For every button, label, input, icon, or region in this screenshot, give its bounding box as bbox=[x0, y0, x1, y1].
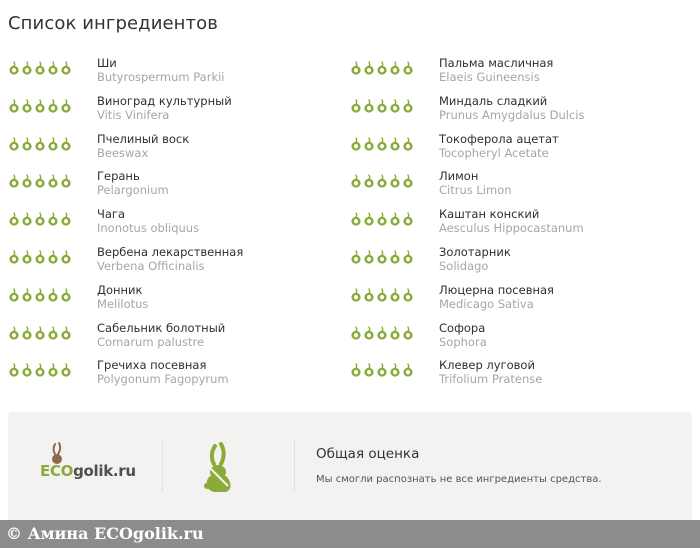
leaf-icon bbox=[402, 137, 414, 151]
ingredient-name[interactable]: Чага bbox=[97, 207, 126, 222]
ingredient-latin-name: Citrus Limon bbox=[439, 183, 512, 198]
ingredient-row[interactable] bbox=[350, 207, 680, 245]
ingredient-latin-name: Sophora bbox=[439, 334, 487, 349]
leaf-icon bbox=[60, 326, 72, 340]
leaf-icon bbox=[389, 174, 401, 188]
ingredient-rating bbox=[8, 212, 72, 226]
leaf-icon bbox=[47, 250, 59, 264]
ingredient-latin-name: Trifolium Pratense bbox=[439, 372, 543, 387]
leaf-icon bbox=[376, 326, 388, 340]
leaf-icon bbox=[34, 99, 46, 113]
ingredient-rating bbox=[8, 137, 72, 151]
ingredients-column-left bbox=[8, 56, 338, 396]
leaf-icon bbox=[350, 212, 362, 226]
leaf-icon bbox=[350, 363, 362, 377]
page-title: Список ингредиентов bbox=[8, 13, 218, 34]
leaf-icon bbox=[402, 174, 414, 188]
leaf-icon bbox=[34, 363, 46, 377]
leaf-icon bbox=[363, 288, 375, 302]
leaf-icon bbox=[60, 61, 72, 75]
ingredient-latin-name: Pelargonium bbox=[97, 183, 169, 198]
leaf-icon bbox=[8, 174, 20, 188]
leaf-icon bbox=[60, 137, 72, 151]
leaf-icon bbox=[402, 250, 414, 264]
ingredient-latin-name: Medicago Sativa bbox=[439, 296, 534, 311]
leaf-icon bbox=[376, 137, 388, 151]
panel-divider bbox=[162, 440, 163, 492]
leaf-icon bbox=[21, 212, 33, 226]
leaf-icon bbox=[21, 288, 33, 302]
ingredient-row[interactable] bbox=[350, 169, 680, 207]
leaf-icon bbox=[21, 250, 33, 264]
leaf-icon bbox=[376, 174, 388, 188]
leaf-icon bbox=[389, 326, 401, 340]
ingredient-rating bbox=[350, 363, 414, 377]
leaf-icon bbox=[389, 250, 401, 264]
leaf-icon bbox=[363, 99, 375, 113]
ingredient-row[interactable] bbox=[350, 132, 680, 170]
leaf-icon bbox=[8, 61, 20, 75]
ingredient-rating bbox=[350, 99, 414, 113]
ingredient-latin-name: Butyrospermum Parkii bbox=[97, 70, 225, 84]
leaf-icon bbox=[34, 212, 46, 226]
ingredient-name[interactable]: Лимон bbox=[439, 169, 479, 184]
ingredient-name[interactable]: Донник bbox=[97, 282, 143, 297]
ingredients-column-right bbox=[350, 56, 680, 396]
leaf-icon bbox=[34, 174, 46, 188]
leaf-icon bbox=[8, 288, 20, 302]
leaf-icon bbox=[8, 212, 20, 226]
leaf-icon bbox=[389, 363, 401, 377]
ingredient-row[interactable] bbox=[8, 94, 338, 132]
ingredient-name[interactable]: Люцерна посевная bbox=[439, 282, 554, 297]
leaf-icon bbox=[21, 137, 33, 151]
ingredient-row[interactable] bbox=[8, 245, 338, 283]
ingredient-row[interactable] bbox=[350, 94, 680, 132]
leaf-icon bbox=[363, 212, 375, 226]
leaf-icon bbox=[21, 99, 33, 113]
leaf-icon bbox=[47, 137, 59, 151]
leaf-icon bbox=[389, 99, 401, 113]
leaf-icon bbox=[402, 212, 414, 226]
ingredient-name[interactable]: Ши bbox=[97, 56, 117, 70]
leaf-icon bbox=[350, 99, 362, 113]
bunny-icon bbox=[198, 442, 238, 494]
ingredient-rating bbox=[8, 326, 72, 340]
leaf-icon bbox=[60, 212, 72, 226]
ingredient-name[interactable]: Токоферола ацетат bbox=[439, 131, 559, 146]
ingredient-row[interactable] bbox=[8, 56, 338, 94]
leaf-icon bbox=[376, 61, 388, 75]
overall-rating-panel bbox=[8, 412, 692, 522]
leaf-icon bbox=[402, 363, 414, 377]
leaf-icon bbox=[376, 288, 388, 302]
ingredient-name[interactable]: Виноград культурный bbox=[97, 93, 232, 108]
ingredient-latin-name: Comarum palustre bbox=[97, 334, 205, 349]
leaf-icon bbox=[47, 212, 59, 226]
ingredient-name[interactable]: Миндаль сладкий bbox=[439, 93, 548, 108]
leaf-icon bbox=[60, 174, 72, 188]
leaf-icon bbox=[21, 61, 33, 75]
logo-text: ECOgolik.ru bbox=[40, 462, 136, 480]
ingredient-name[interactable]: Клевер луговой bbox=[439, 358, 535, 373]
ingredient-row[interactable] bbox=[350, 245, 680, 283]
ingredient-latin-name: Aesculus Hippocastanum bbox=[439, 221, 584, 236]
overall-rating-description: Мы смогли распознать не все ингредиенты средства. bbox=[316, 474, 602, 485]
leaf-icon bbox=[402, 61, 414, 75]
ingredient-row[interactable] bbox=[350, 358, 680, 396]
leaf-icon bbox=[47, 61, 59, 75]
leaf-icon bbox=[350, 326, 362, 340]
leaf-icon bbox=[47, 363, 59, 377]
ingredient-rating bbox=[350, 326, 414, 340]
ingredient-latin-name: Verbena Officinalis bbox=[97, 258, 205, 273]
leaf-icon bbox=[47, 174, 59, 188]
leaf-icon bbox=[34, 326, 46, 340]
leaf-icon bbox=[47, 326, 59, 340]
leaf-icon bbox=[402, 99, 414, 113]
ingredient-rating bbox=[8, 174, 72, 188]
leaf-icon bbox=[34, 288, 46, 302]
leaf-icon bbox=[350, 288, 362, 302]
leaf-icon bbox=[60, 363, 72, 377]
leaf-icon bbox=[376, 212, 388, 226]
ingredient-latin-name: Prunus Amygdalus Dulcis bbox=[439, 107, 585, 122]
ingredient-row[interactable] bbox=[8, 169, 338, 207]
ingredient-rating bbox=[350, 288, 414, 302]
ingredient-rating bbox=[8, 61, 72, 75]
leaf-icon bbox=[34, 250, 46, 264]
leaf-icon bbox=[389, 288, 401, 302]
panel-divider bbox=[294, 440, 295, 492]
ingredient-rating bbox=[8, 363, 72, 377]
ingredient-name[interactable]: Вербена лекарственная bbox=[97, 244, 244, 259]
leaf-icon bbox=[34, 61, 46, 75]
leaf-icon bbox=[60, 288, 72, 302]
ingredient-row[interactable] bbox=[350, 321, 680, 359]
leaf-icon bbox=[402, 288, 414, 302]
ingredient-row[interactable] bbox=[8, 283, 338, 321]
ingredient-name[interactable]: Софора bbox=[439, 320, 486, 335]
ingredient-name[interactable]: Сабельник болотный bbox=[97, 320, 226, 335]
leaf-icon bbox=[363, 174, 375, 188]
leaf-icon bbox=[376, 99, 388, 113]
ingredient-rating bbox=[8, 99, 72, 113]
leaf-icon bbox=[60, 250, 72, 264]
ingredient-rating bbox=[350, 212, 414, 226]
leaf-icon bbox=[376, 363, 388, 377]
leaf-icon bbox=[376, 250, 388, 264]
leaf-icon bbox=[363, 363, 375, 377]
leaf-icon bbox=[8, 363, 20, 377]
ingredient-name[interactable]: Каштан конский bbox=[439, 207, 540, 222]
ingredient-latin-name: Solidago bbox=[439, 258, 489, 273]
leaf-icon bbox=[363, 250, 375, 264]
leaf-icon bbox=[21, 363, 33, 377]
leaf-icon bbox=[8, 326, 20, 340]
leaf-icon bbox=[402, 326, 414, 340]
leaf-icon bbox=[363, 326, 375, 340]
leaf-icon bbox=[363, 61, 375, 75]
ecogolik-logo[interactable] bbox=[40, 450, 140, 490]
ingredient-rating bbox=[350, 61, 414, 75]
ingredient-name[interactable]: Гречиха посевная bbox=[97, 358, 207, 373]
ingredient-name[interactable]: Золотарник bbox=[439, 244, 511, 259]
leaf-icon bbox=[21, 174, 33, 188]
ingredient-latin-name: Polygonum Fagopyrum bbox=[97, 372, 229, 387]
leaf-icon bbox=[363, 137, 375, 151]
watermark-text: © Амина ECOgolik.ru bbox=[6, 524, 204, 543]
ingredient-row[interactable] bbox=[350, 283, 680, 321]
leaf-icon bbox=[350, 137, 362, 151]
ingredient-latin-name: Tocopheryl Acetate bbox=[439, 145, 549, 160]
leaf-icon bbox=[350, 250, 362, 264]
leaf-icon bbox=[47, 99, 59, 113]
ingredient-rating bbox=[350, 250, 414, 264]
ingredient-rating bbox=[8, 288, 72, 302]
leaf-icon bbox=[47, 288, 59, 302]
leaf-icon bbox=[389, 61, 401, 75]
leaf-icon bbox=[34, 137, 46, 151]
ingredient-row[interactable] bbox=[8, 207, 338, 245]
leaf-icon bbox=[21, 326, 33, 340]
ingredient-row[interactable] bbox=[350, 56, 680, 94]
ingredient-row[interactable] bbox=[8, 358, 338, 396]
leaf-icon bbox=[350, 61, 362, 75]
leaf-icon bbox=[60, 99, 72, 113]
ingredient-rating bbox=[8, 250, 72, 264]
leaf-icon bbox=[8, 137, 20, 151]
ingredient-name[interactable]: Пальма масличная bbox=[439, 56, 554, 70]
leaf-icon bbox=[8, 250, 20, 264]
ingredient-latin-name: Melilotus bbox=[97, 296, 149, 311]
leaf-icon bbox=[389, 212, 401, 226]
ingredient-latin-name: Beeswax bbox=[97, 145, 149, 160]
ingredient-latin-name: Inonotus obliquus bbox=[97, 221, 200, 236]
ingredient-name[interactable]: Пчелиный воск bbox=[97, 131, 190, 146]
overall-rating-title: Общая оценка bbox=[316, 446, 420, 462]
leaf-icon bbox=[350, 174, 362, 188]
ingredient-name[interactable]: Герань bbox=[97, 169, 140, 184]
leaf-icon bbox=[8, 99, 20, 113]
leaf-icon bbox=[389, 137, 401, 151]
ingredient-latin-name: Elaeis Guineensis bbox=[439, 70, 540, 84]
ingredient-rating bbox=[350, 174, 414, 188]
watermark-bar bbox=[0, 520, 700, 548]
ingredient-rating bbox=[350, 137, 414, 151]
ingredient-latin-name: Vitis Vinifera bbox=[97, 107, 170, 122]
ingredient-row[interactable] bbox=[8, 321, 338, 359]
ingredient-row[interactable] bbox=[8, 132, 338, 170]
